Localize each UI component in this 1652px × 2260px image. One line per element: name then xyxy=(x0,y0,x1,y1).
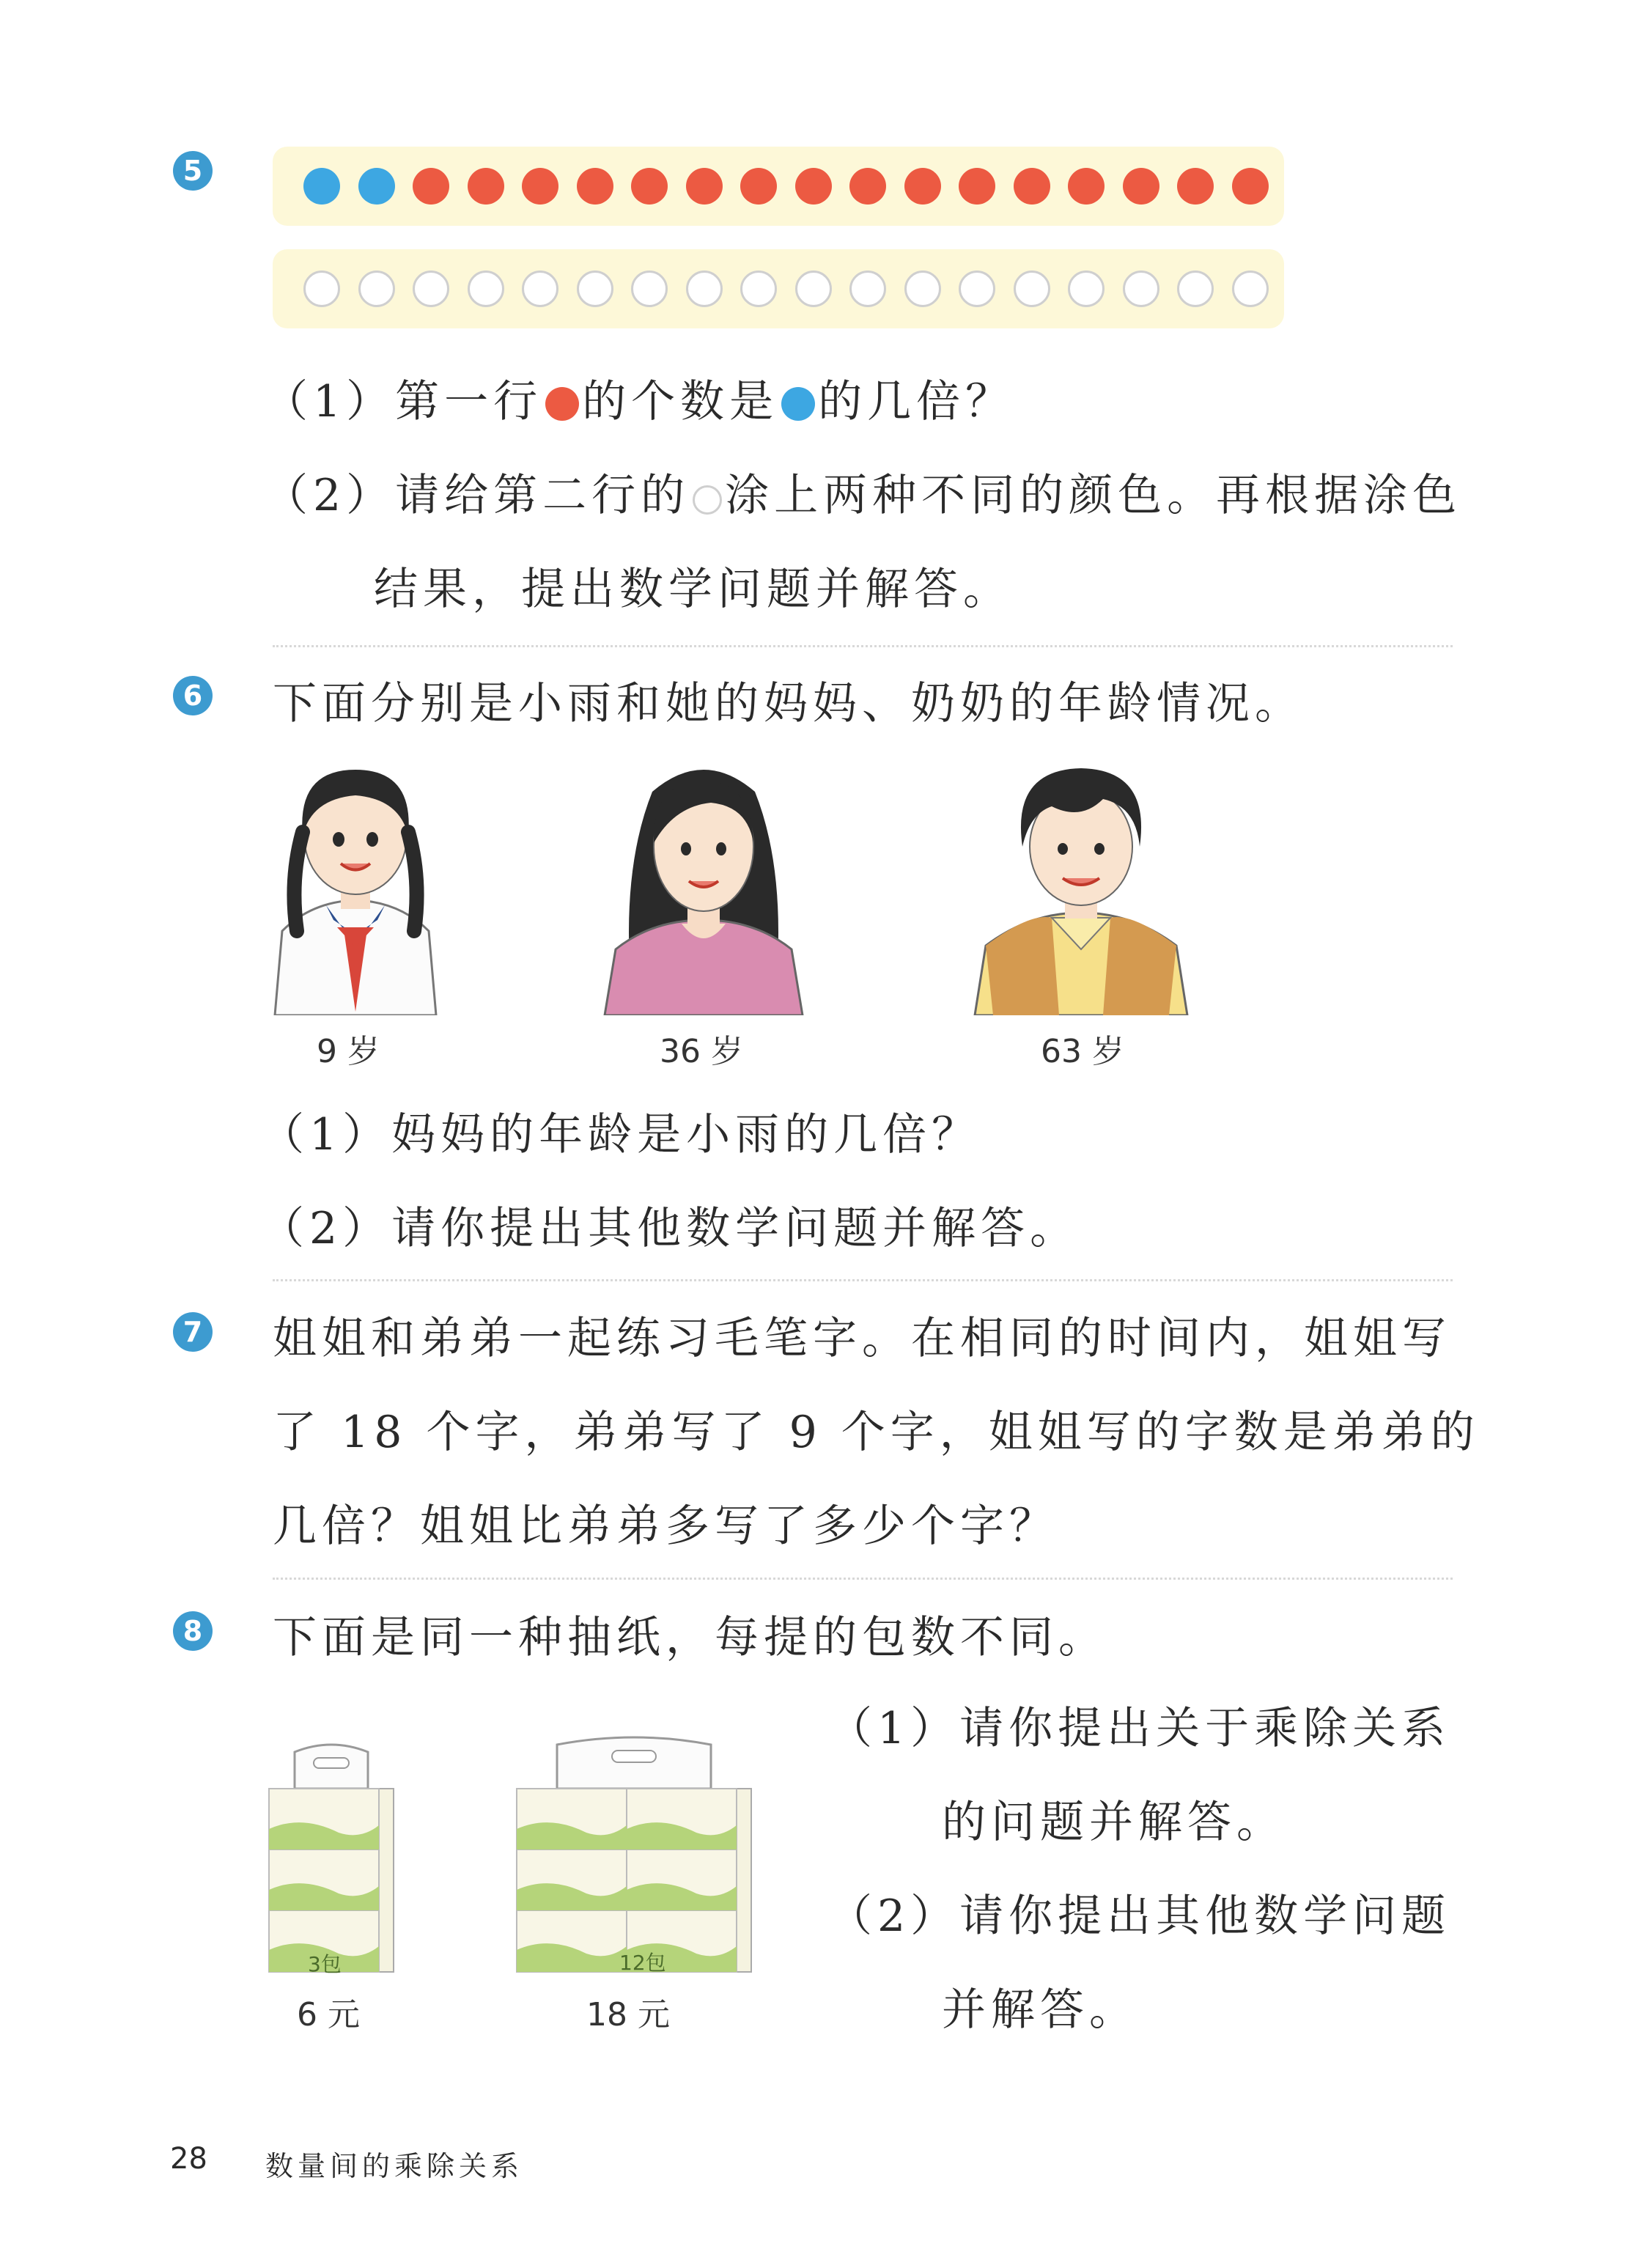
mother-illustration xyxy=(601,755,806,1015)
dot-row-2 xyxy=(273,249,1284,328)
question-7-badge: 7 xyxy=(173,1312,213,1352)
q6-intro: 下面分别是小雨和她的妈妈、奶奶的年龄情况。 xyxy=(273,678,1304,729)
tissue-12-pack-illustration xyxy=(513,1730,755,1979)
q8-sub1-line2: 的问题并解答。 xyxy=(942,1797,1286,1848)
dot-row-1 xyxy=(273,147,1284,226)
empty-circle xyxy=(1014,270,1050,307)
xiaoyu-age: 9 岁 xyxy=(317,1033,380,1070)
mother-age: 36 岁 xyxy=(660,1033,743,1070)
red-dot xyxy=(795,168,832,205)
empty-circle xyxy=(795,270,832,307)
empty-circle xyxy=(577,270,613,307)
red-dot xyxy=(522,168,558,205)
red-dot xyxy=(904,168,941,205)
xiaoyu-illustration xyxy=(268,755,443,1015)
red-dot xyxy=(1123,168,1159,205)
red-dot xyxy=(413,168,449,205)
empty-circle xyxy=(303,270,340,307)
question-6-badge: 6 xyxy=(173,676,213,715)
tissue-12-pack-price: 18 元 xyxy=(586,1996,670,2033)
q7-line2: 了 18 个字，弟弟写了 9 个字，姐姐写的字数是弟弟的 xyxy=(273,1407,1480,1458)
red-dot xyxy=(631,168,668,205)
empty-circle-icon xyxy=(693,485,722,515)
empty-circle xyxy=(904,270,941,307)
blue-dot xyxy=(358,168,395,205)
blue-dot xyxy=(303,168,340,205)
red-dot-icon xyxy=(545,387,579,421)
empty-circle xyxy=(1232,270,1269,307)
q7-line1: 姐姐和弟弟一起练习毛笔字。在相同的时间内，姐姐写 xyxy=(273,1313,1451,1364)
q8-sub1-line1: （1）请你提出关于乘除关系 xyxy=(828,1703,1451,1754)
q5-sub2: （2）请给第二行的 涂上两种不同的颜色。再根据涂色 xyxy=(264,470,1462,521)
grandmother-illustration xyxy=(971,755,1191,1015)
red-dot xyxy=(1014,168,1050,205)
separator xyxy=(273,645,1453,647)
empty-circle xyxy=(686,270,723,307)
empty-circle xyxy=(522,270,558,307)
red-dot xyxy=(468,168,504,205)
empty-circle xyxy=(468,270,504,307)
blue-dot-icon xyxy=(781,387,815,421)
red-dot xyxy=(740,168,777,205)
tissue-3-pack-label: 3包 xyxy=(308,1952,342,1976)
page-number: 28 xyxy=(170,2142,207,2176)
empty-circle xyxy=(631,270,668,307)
tissue-12-pack-label: 12包 xyxy=(619,1951,666,1975)
q8-sub2-line2: 并解答。 xyxy=(942,1984,1138,2036)
footer-title: 数量间的乘除关系 xyxy=(265,2150,524,2182)
empty-circle xyxy=(740,270,777,307)
red-dot xyxy=(1177,168,1214,205)
grandmother-age: 63 岁 xyxy=(1041,1033,1124,1070)
q6-sub1: （1）妈妈的年龄是小雨的几倍？ xyxy=(260,1109,981,1160)
question-5-badge: 5 xyxy=(173,151,213,191)
red-dot xyxy=(959,168,995,205)
empty-circle xyxy=(1068,270,1105,307)
separator xyxy=(273,1578,1453,1580)
q6-sub2: （2）请你提出其他数学问题并解答。 xyxy=(260,1203,1080,1254)
question-8-badge: 8 xyxy=(173,1611,213,1651)
empty-circle xyxy=(358,270,395,307)
red-dot xyxy=(1068,168,1105,205)
q5-sub1: （1）第一行 的个数是 的几倍？ xyxy=(264,376,1015,427)
red-dot xyxy=(577,168,613,205)
empty-circle xyxy=(413,270,449,307)
q5-sub2-line2: 结果，提出数学问题并解答。 xyxy=(374,564,1012,615)
q7-line3: 几倍？姐姐比弟弟多写了多少个字？ xyxy=(273,1501,1058,1552)
tissue-3-pack-price: 6 元 xyxy=(297,1996,360,2033)
tissue-3-pack-illustration xyxy=(265,1737,397,1979)
red-dot xyxy=(849,168,886,205)
red-dot xyxy=(1232,168,1269,205)
q8-intro: 下面是同一种抽纸，每提的包数不同。 xyxy=(273,1612,1107,1663)
empty-circle xyxy=(959,270,995,307)
q8-sub2-line1: （2）请你提出其他数学问题 xyxy=(828,1891,1451,1942)
separator xyxy=(273,1279,1453,1281)
empty-circle xyxy=(1177,270,1214,307)
empty-circle xyxy=(1123,270,1159,307)
empty-circle xyxy=(849,270,886,307)
red-dot xyxy=(686,168,723,205)
